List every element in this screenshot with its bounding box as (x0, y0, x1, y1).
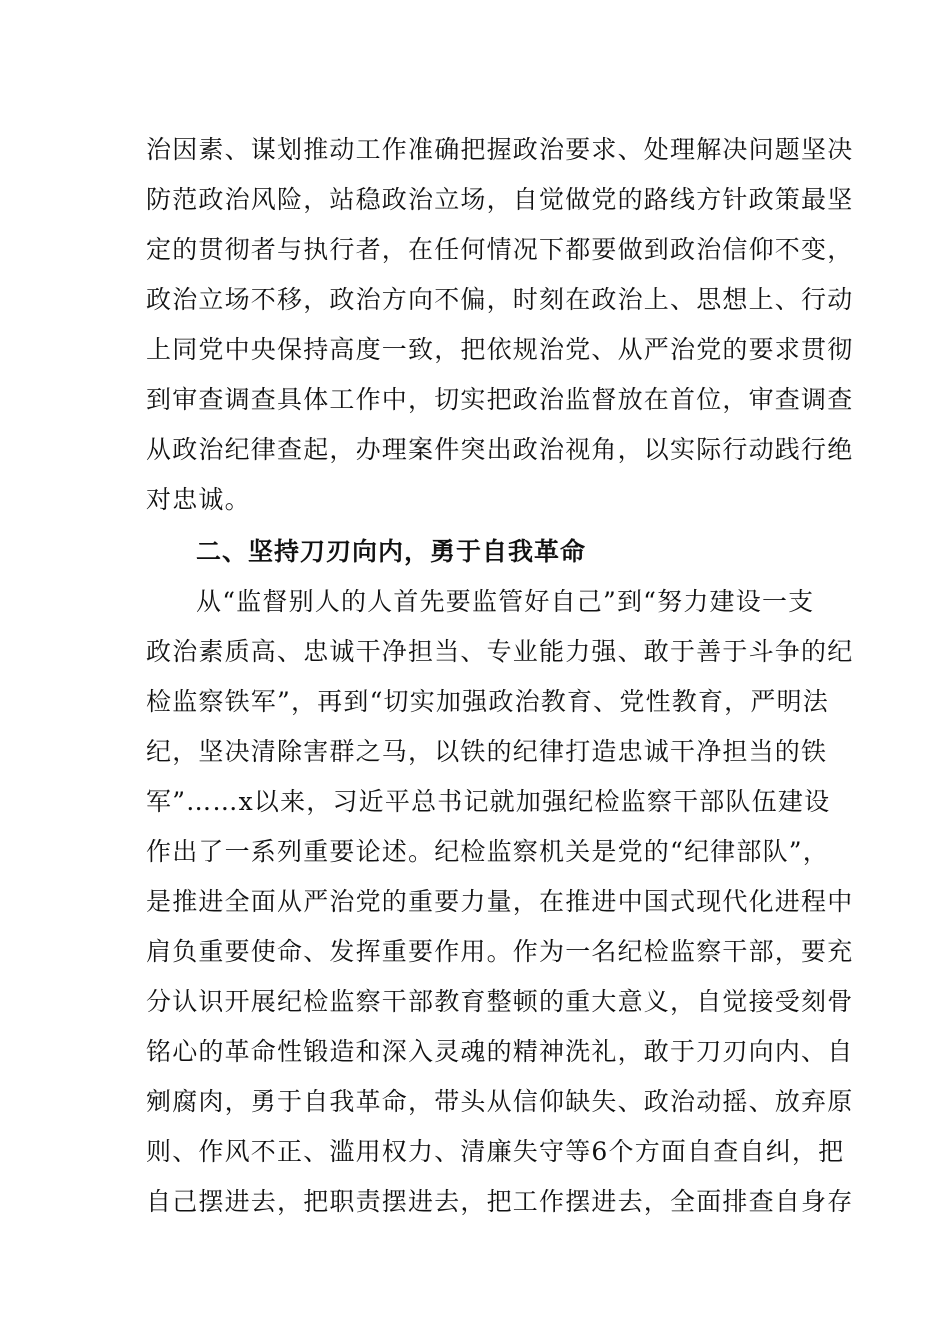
paragraph-line: 从“监督别人的人首先要监管好自己”到“努力建设一支 (196, 587, 815, 616)
paragraph-line: 到审查调查具体工作中，切实把政治监督放在首位，审查调查 (146, 385, 854, 414)
paragraph-line: 铭心的革命性锻造和深入灵魂的精神洗礼，敢于刀刃向内、自 (146, 1037, 854, 1066)
paragraph-line: 军”……x以来，习近平总书记就加强纪检监察干部队伍建设 (146, 787, 831, 816)
paragraph-line: 分认识开展纪检监察干部教育整顿的重大意义，自觉接受刻骨 (146, 987, 854, 1016)
paragraph-line: 治因素、谋划推动工作准确把握政治要求、处理解决问题坚决 (146, 135, 854, 164)
paragraph-line: 防范政治风险，站稳政治立场，自觉做党的路线方针政策最坚 (146, 185, 854, 214)
paragraph-line: 定的贯彻者与执行者，在任何情况下都要做到政治信仰不变， (146, 235, 854, 264)
paragraph-line: 自己摆进去，把职责摆进去，把工作摆进去，全面排查自身存 (146, 1187, 854, 1216)
paragraph-line: 政治素质高、忠诚干净担当、专业能力强、敢于善于斗争的纪 (146, 637, 854, 666)
paragraph-line: 则、作风不正、滥用权力、清廉失守等6个方面自查自纠，把 (146, 1137, 845, 1166)
paragraph-line: 作出了一系列重要论述。纪检监察机关是党的“纪律部队”， (146, 837, 829, 866)
paragraph-line: 上同党中央保持高度一致，把依规治党、从严治党的要求贯彻 (146, 335, 854, 364)
paragraph-line: 是推进全面从严治党的重要力量，在推进中国式现代化进程中 (146, 887, 854, 916)
paragraph-line: 纪，坚决清除害群之马，以铁的纪律打造忠诚干净担当的铁 (146, 737, 828, 766)
section-heading: 二、坚持刀刃向内，勇于自我革命 (196, 537, 587, 566)
paragraph-line: 剜腐肉，勇于自我革命，带头从信仰缺失、政治动摇、放弃原 (146, 1087, 854, 1116)
paragraph-line: 从政治纪律查起，办理案件突出政治视角，以实际行动践行绝 (146, 435, 854, 464)
paragraph-line: 肩负重要使命、发挥重要作用。作为一名纪检监察干部，要充 (146, 937, 854, 966)
paragraph-line: 对忠诚。 (146, 485, 251, 514)
paragraph-line: 政治立场不移，政治方向不偏，时刻在政治上、思想上、行动 (146, 285, 854, 314)
paragraph-line: 检监察铁军”，再到“切实加强政治教育、党性教育，严明法 (146, 687, 829, 716)
